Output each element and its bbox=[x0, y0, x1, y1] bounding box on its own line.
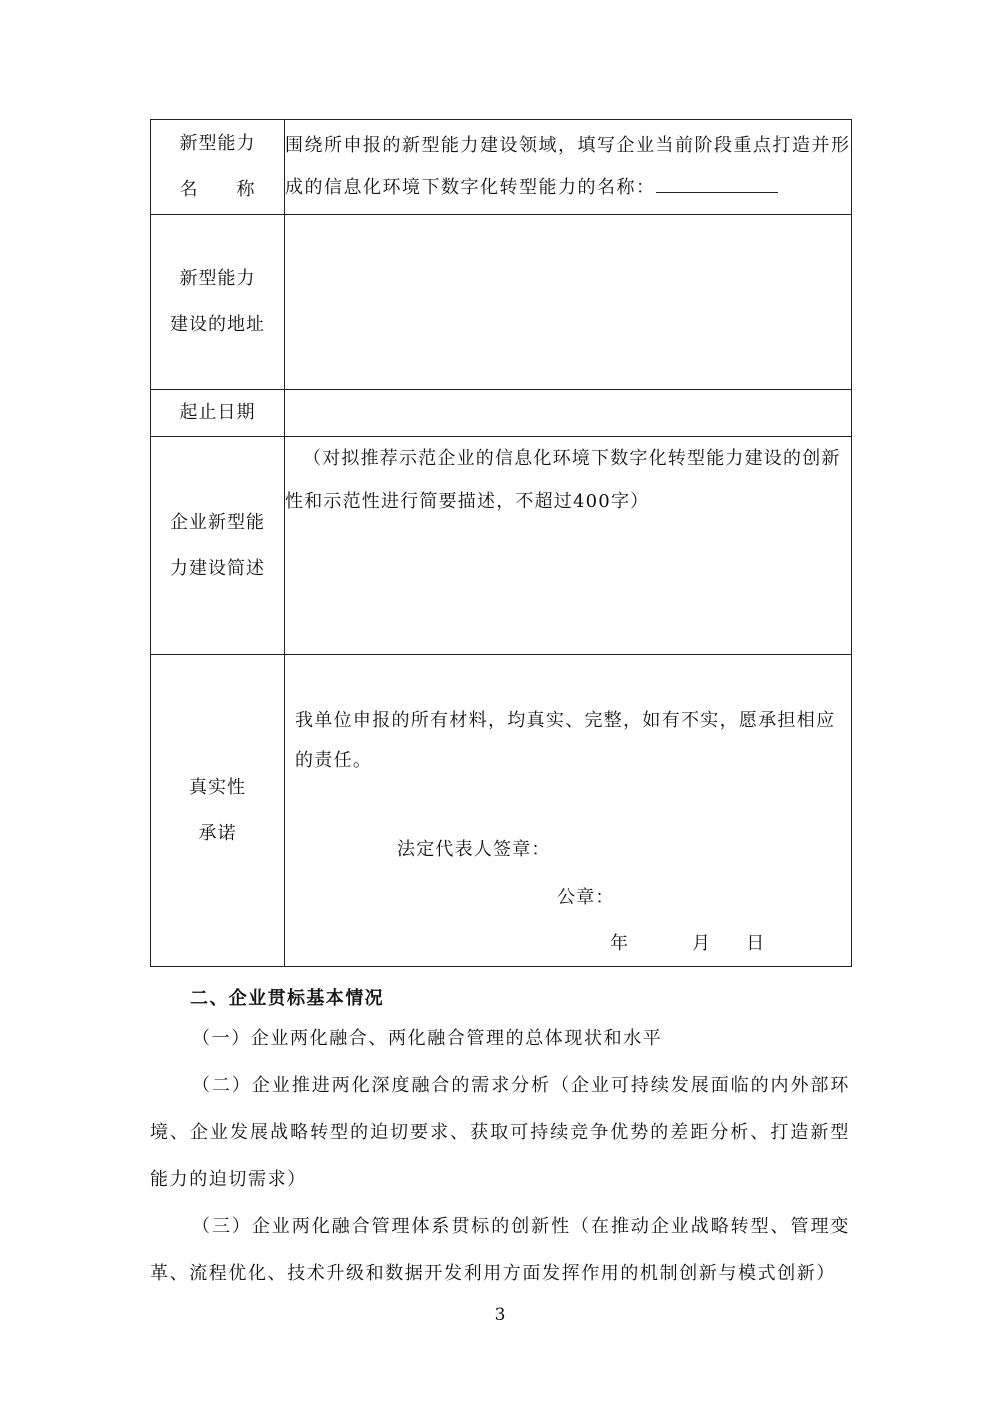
row-label-authenticity-pledge: 真实性 承诺 bbox=[151, 655, 285, 967]
row-label-address: 新型能力 建设的地址 bbox=[151, 215, 285, 390]
pledge-statement: 我单位申报的所有材料，均真实、完整，如有不实，愿承担相应的责任。 bbox=[295, 710, 836, 771]
table-row bbox=[151, 437, 852, 655]
row-label-description: 企业新型能 力建设简述 bbox=[151, 437, 285, 655]
section-item: （三）企业两化融合管理体系贯标的创新性（在推动企业战略转型、管理变革、流程优化、技术升级和数据开发利用方面发挥作用的机制创新与模式创新） bbox=[150, 1216, 850, 1284]
month-label: 月 bbox=[692, 933, 712, 954]
address-field[interactable] bbox=[285, 215, 852, 390]
row-label-capability-name: 新型能力 名 称 bbox=[151, 120, 285, 215]
section-item: （一）企业两化融合、两化融合管理的总体现状和水平 bbox=[192, 1028, 663, 1049]
date-range-field[interactable] bbox=[285, 390, 852, 437]
description-instruction: （对拟推荐示范企业的信息化环境下数字化转型能力建设的创新性和示范性进行简要描述，不超过400字） bbox=[285, 448, 841, 512]
description-field[interactable] bbox=[285, 437, 852, 655]
table-row bbox=[151, 655, 852, 967]
capability-name-field[interactable] bbox=[285, 120, 852, 215]
table-row bbox=[151, 120, 852, 215]
page-number: 3 bbox=[494, 1305, 506, 1325]
table-row bbox=[151, 390, 852, 437]
official-seal-label: 公章： bbox=[557, 887, 615, 908]
table-row bbox=[151, 215, 852, 390]
row-label-date-range: 起止日期 bbox=[151, 390, 285, 437]
section-heading: 二、企业贯标基本情况 bbox=[190, 988, 384, 1009]
fill-in-blank-line[interactable] bbox=[656, 174, 778, 193]
year-label: 年 bbox=[610, 933, 630, 954]
pledge-cell bbox=[285, 655, 852, 967]
date-line bbox=[610, 929, 765, 955]
capability-name-instruction: 围绕所申报的新型能力建设领域，填写企业当前阶段重点打造并形成的信息化环境下数字化转型能力的名称： bbox=[285, 135, 851, 198]
application-form-table bbox=[150, 119, 852, 967]
legal-rep-signature-label: 法定代表人签章： bbox=[397, 839, 551, 860]
section-item: （二）企业推进两化深度融合的需求分析（企业可持续发展面临的内外部环境、企业发展战略转型的迫切要求、获取可持续竞争优势的差距分析、打造新型能力的迫切需求） bbox=[150, 1075, 850, 1190]
day-label: 日 bbox=[746, 933, 766, 954]
